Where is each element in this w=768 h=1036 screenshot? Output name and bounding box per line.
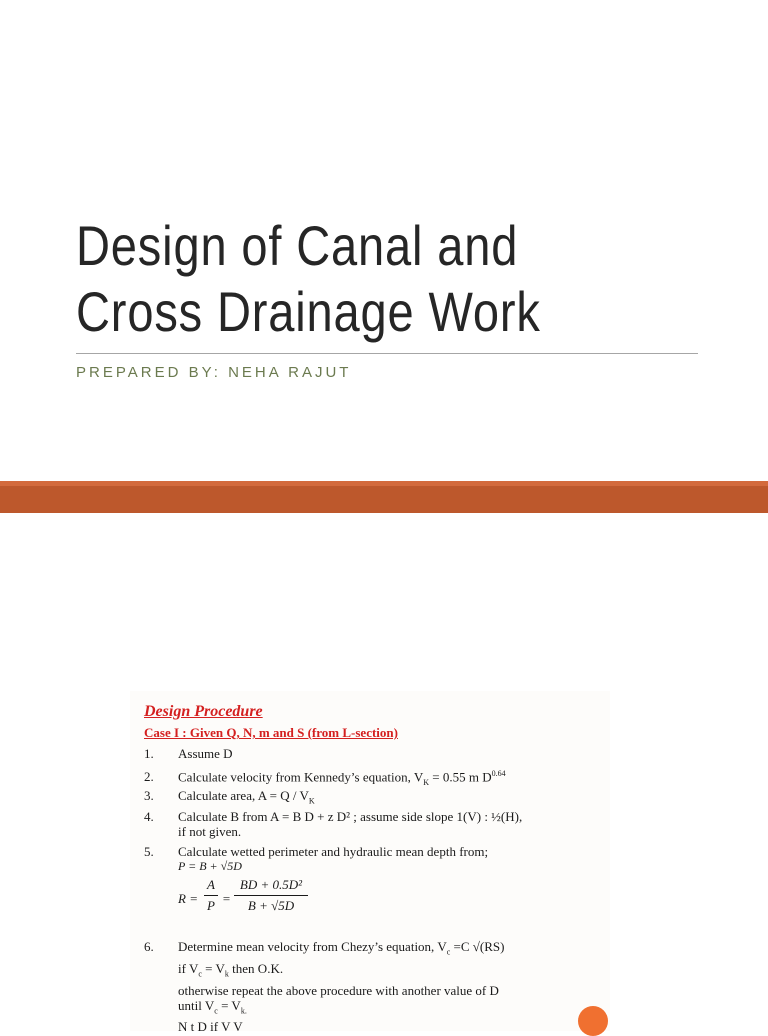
slide-subtitle: PREPARED BY: NEHA RAJUT — [76, 364, 352, 381]
title-divider — [76, 353, 698, 354]
subscript: k — [224, 969, 229, 979]
step-2 — [144, 766, 506, 790]
step-6 — [144, 939, 504, 960]
hydraulic-mean-depth-equation — [178, 877, 378, 923]
step-text: Calculate B from A = B D + z D² ; assume side slope 1(V) : ½(H), — [178, 809, 523, 824]
check-text-mid: = V — [201, 961, 225, 976]
until-text: until V — [178, 998, 215, 1013]
case-heading: Case I : Given Q, N, m and S (from L-section) — [144, 725, 398, 740]
fraction-a-over-p — [204, 877, 218, 914]
otherwise-line: otherwise repeat the above procedure with another value of D — [178, 983, 499, 998]
accent-band — [0, 486, 768, 513]
until-line — [178, 998, 247, 1019]
eq-equals: = — [222, 891, 231, 906]
procedure-heading: Design Procedure — [144, 703, 263, 720]
check-line — [178, 961, 283, 982]
step-4 — [144, 809, 522, 824]
step-number: 6. — [144, 939, 154, 954]
step-text: Assume D — [178, 746, 233, 761]
fraction-bar — [234, 895, 308, 896]
step-5 — [144, 844, 488, 859]
step-1 — [144, 746, 233, 761]
step-number: 5. — [144, 844, 154, 859]
step-text-tail: =C √(RS) — [450, 939, 505, 954]
title-line-1: Design of Canal and — [76, 214, 519, 277]
step-4-continuation: if not given. — [178, 824, 242, 839]
check-text-tail: then O.K. — [228, 961, 284, 976]
orange-dot-decoration — [578, 1006, 608, 1036]
subscript: c — [446, 947, 451, 957]
cut-off-line: N t D if V V — [178, 1019, 243, 1031]
step-text: Calculate area, A = Q / V — [178, 788, 309, 803]
step-text: Calculate wetted perimeter and hydraulic mean depth from; — [178, 844, 489, 859]
subscript: c — [214, 1006, 218, 1016]
step-text: Calculate velocity from Kennedy’s equation, V — [178, 769, 424, 785]
subscript: K — [423, 777, 430, 787]
until-text-mid: = V — [217, 998, 241, 1013]
step-number: 3. — [144, 788, 154, 803]
title-line-2: Cross Drainage Work — [76, 280, 541, 343]
step-3 — [144, 788, 315, 809]
step-number: 1. — [144, 746, 154, 761]
step-number: 2. — [144, 769, 154, 785]
subscript: K — [308, 796, 315, 806]
subscript: c — [198, 969, 202, 979]
check-text: if V — [178, 961, 199, 976]
subscript: k. — [240, 1006, 247, 1016]
step-text-tail: = 0.55 m D — [429, 769, 492, 785]
perimeter-equation: P = B + √5D — [178, 859, 242, 873]
fraction-numerator: A — [207, 877, 215, 892]
fraction-bar — [204, 895, 218, 896]
slide-title — [76, 213, 630, 345]
step-number: 4. — [144, 809, 154, 824]
fraction-denominator: P — [207, 898, 215, 913]
fraction-denominator: B + √5D — [247, 898, 295, 913]
superscript: 0.64 — [491, 769, 506, 778]
fraction-numerator: BD + 0.5D² — [239, 877, 303, 892]
fraction-bd-over-b — [234, 877, 308, 914]
scanned-procedure-image — [130, 691, 610, 1031]
eq-lhs: R = — [178, 891, 198, 906]
step-text: Determine mean velocity from Chezy’s equation, V — [178, 939, 447, 954]
title-area — [0, 0, 768, 480]
